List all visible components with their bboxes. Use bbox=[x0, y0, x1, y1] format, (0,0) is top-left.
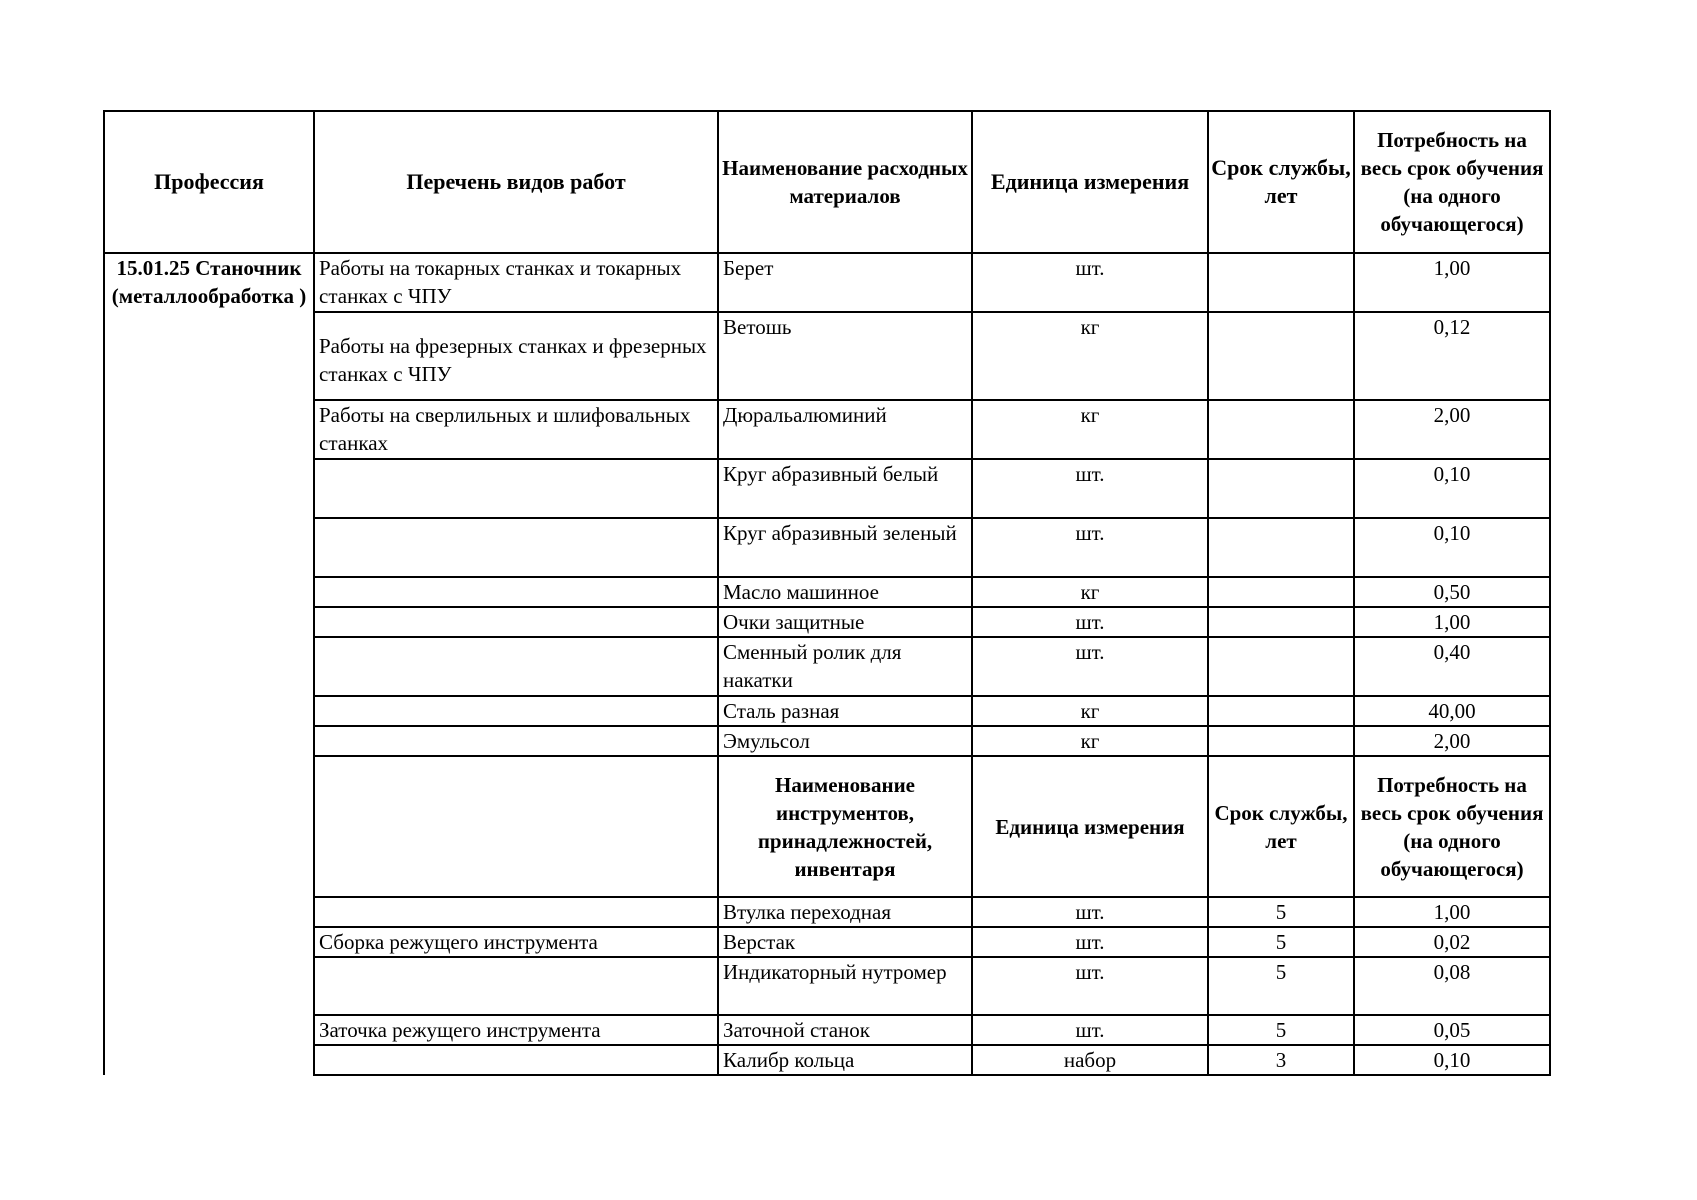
need-cell: 40,00 bbox=[1354, 696, 1550, 726]
table-row bbox=[104, 607, 1550, 637]
header-row bbox=[104, 111, 1550, 253]
subheader-tools: Наименование инструментов, принадлежностей, инвентаря bbox=[718, 756, 972, 897]
work-cell: Заточка режущего инструмента bbox=[314, 1015, 718, 1045]
table-row bbox=[104, 957, 1550, 1015]
work-cell bbox=[314, 897, 718, 927]
unit-cell: шт. bbox=[972, 607, 1208, 637]
material-name: Эмульсол bbox=[718, 726, 972, 756]
need-cell: 0,10 bbox=[1354, 459, 1550, 518]
tool-name: Втулка переходная bbox=[718, 897, 972, 927]
table-row bbox=[104, 459, 1550, 518]
tool-name: Калибр кольца bbox=[718, 1045, 972, 1075]
table-row bbox=[104, 518, 1550, 577]
need-cell: 0,02 bbox=[1354, 927, 1550, 957]
material-name: Круг абразивный зеленый bbox=[718, 518, 972, 577]
work-cell bbox=[314, 518, 718, 577]
work-cell bbox=[314, 1045, 718, 1075]
unit-cell: шт. bbox=[972, 897, 1208, 927]
work-cell bbox=[314, 637, 718, 696]
unit-cell: кг bbox=[972, 400, 1208, 459]
need-cell: 1,00 bbox=[1354, 607, 1550, 637]
subheader-need: Потребность на весь срок обучения (на одного обучающегося) bbox=[1354, 756, 1550, 897]
need-cell: 1,00 bbox=[1354, 253, 1550, 312]
table-row bbox=[104, 897, 1550, 927]
work-cell: Работы на сверлильных и шлифовальных станках bbox=[314, 400, 718, 459]
life-cell bbox=[1208, 696, 1354, 726]
material-name: Дюральалюминий bbox=[718, 400, 972, 459]
table-row bbox=[104, 726, 1550, 756]
unit-cell: кг bbox=[972, 726, 1208, 756]
life-cell bbox=[1208, 459, 1354, 518]
unit-cell: шт. bbox=[972, 253, 1208, 312]
material-name: Очки защитные bbox=[718, 607, 972, 637]
header-need: Потребность на весь срок обучения (на одного обучающегося) bbox=[1354, 111, 1550, 253]
material-name: Берет bbox=[718, 253, 972, 312]
life-cell: 5 bbox=[1208, 897, 1354, 927]
tool-name: Верстак bbox=[718, 927, 972, 957]
tool-name: Индикаторный нутромер bbox=[718, 957, 972, 1015]
table-row bbox=[104, 1015, 1550, 1045]
work-cell: Сборка режущего инструмента bbox=[314, 927, 718, 957]
unit-cell: шт. bbox=[972, 637, 1208, 696]
material-name: Масло машинное bbox=[718, 577, 972, 607]
unit-cell: шт. bbox=[972, 518, 1208, 577]
consumables-table bbox=[103, 110, 1551, 1076]
life-cell bbox=[1208, 518, 1354, 577]
subheader-unit: Единица измерения bbox=[972, 756, 1208, 897]
table-row bbox=[104, 400, 1550, 459]
life-cell bbox=[1208, 607, 1354, 637]
header-works: Перечень видов работ bbox=[314, 111, 718, 253]
unit-cell: шт. bbox=[972, 459, 1208, 518]
need-cell: 0,12 bbox=[1354, 312, 1550, 400]
unit-cell: кг bbox=[972, 577, 1208, 607]
need-cell: 0,50 bbox=[1354, 577, 1550, 607]
life-cell: 5 bbox=[1208, 927, 1354, 957]
material-name: Сменный ролик для накатки bbox=[718, 637, 972, 696]
table-row bbox=[104, 577, 1550, 607]
subheader-service-life: Срок службы, лет bbox=[1208, 756, 1354, 897]
material-name: Сталь разная bbox=[718, 696, 972, 726]
profession-cell: 15.01.25 Станочник (металлообработка ) bbox=[104, 253, 314, 1075]
life-cell: 5 bbox=[1208, 1015, 1354, 1045]
header-materials: Наименование расходных материалов bbox=[718, 111, 972, 253]
need-cell: 0,40 bbox=[1354, 637, 1550, 696]
life-cell bbox=[1208, 637, 1354, 696]
material-name: Круг абразивный белый bbox=[718, 459, 972, 518]
need-cell: 2,00 bbox=[1354, 400, 1550, 459]
need-cell: 0,10 bbox=[1354, 518, 1550, 577]
life-cell bbox=[1208, 253, 1354, 312]
work-cell bbox=[314, 459, 718, 518]
table-row bbox=[104, 696, 1550, 726]
need-cell: 2,00 bbox=[1354, 726, 1550, 756]
unit-cell: шт. bbox=[972, 927, 1208, 957]
work-cell bbox=[314, 607, 718, 637]
material-name: Ветошь bbox=[718, 312, 972, 400]
work-cell: Работы на токарных станках и токарных станках с ЧПУ bbox=[314, 253, 718, 312]
work-cell bbox=[314, 957, 718, 1015]
life-cell: 5 bbox=[1208, 957, 1354, 1015]
life-cell bbox=[1208, 312, 1354, 400]
subheader-row bbox=[104, 756, 1550, 897]
work-cell bbox=[314, 696, 718, 726]
tool-name: Заточной станок bbox=[718, 1015, 972, 1045]
table-row bbox=[104, 312, 1550, 400]
unit-cell: кг bbox=[972, 696, 1208, 726]
life-cell bbox=[1208, 400, 1354, 459]
work-cell bbox=[314, 726, 718, 756]
unit-cell: шт. bbox=[972, 1015, 1208, 1045]
table-row bbox=[104, 637, 1550, 696]
work-cell bbox=[314, 756, 718, 897]
life-cell bbox=[1208, 726, 1354, 756]
need-cell: 0,05 bbox=[1354, 1015, 1550, 1045]
unit-cell: набор bbox=[972, 1045, 1208, 1075]
table-row bbox=[104, 1045, 1550, 1075]
unit-cell: шт. bbox=[972, 957, 1208, 1015]
header-service-life: Срок службы, лет bbox=[1208, 111, 1354, 253]
unit-cell: кг bbox=[972, 312, 1208, 400]
table-row bbox=[104, 253, 1550, 312]
header-unit: Единица измерения bbox=[972, 111, 1208, 253]
work-cell bbox=[314, 577, 718, 607]
need-cell: 1,00 bbox=[1354, 897, 1550, 927]
header-profession: Профессия bbox=[104, 111, 314, 253]
work-cell: Работы на фрезерных станках и фрезерных станках с ЧПУ bbox=[314, 312, 718, 400]
table-row bbox=[104, 927, 1550, 957]
life-cell: 3 bbox=[1208, 1045, 1354, 1075]
need-cell: 0,10 bbox=[1354, 1045, 1550, 1075]
life-cell bbox=[1208, 577, 1354, 607]
need-cell: 0,08 bbox=[1354, 957, 1550, 1015]
